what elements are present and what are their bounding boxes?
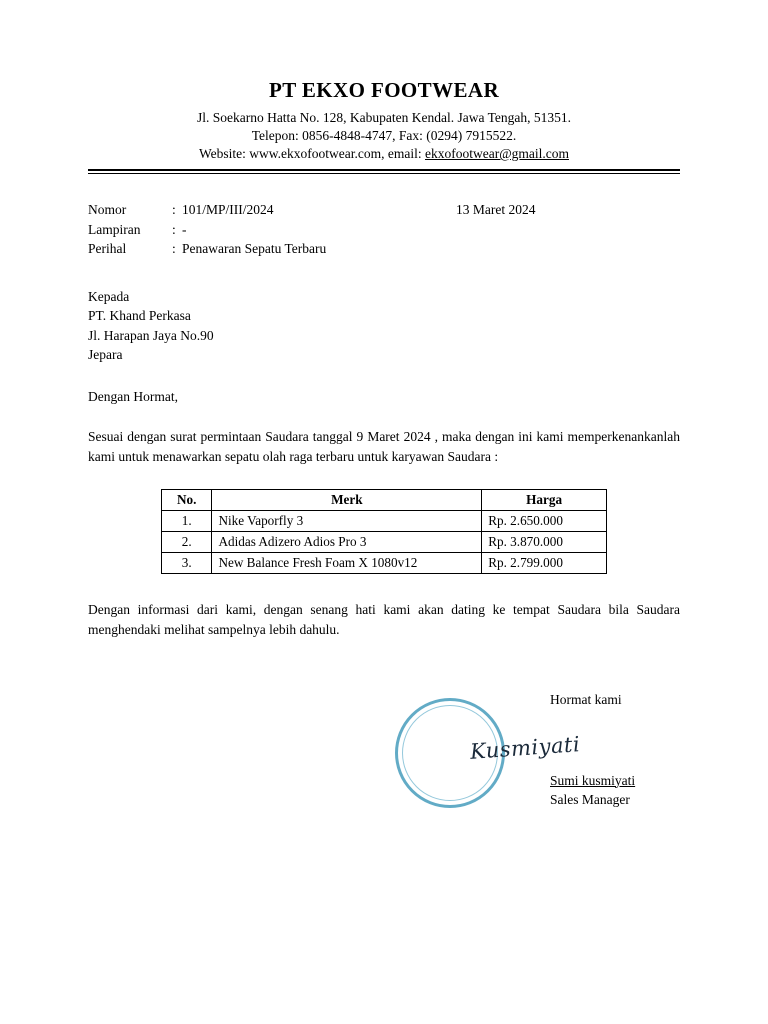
- table-row: [162, 531, 607, 552]
- meta-row-lampiran: [88, 220, 680, 240]
- letter-date: 13 Maret 2024: [456, 202, 536, 217]
- perihal-value: Penawaran Sepatu Terbaru: [182, 241, 327, 256]
- paragraph-one: Sesuai dengan surat permintaan Saudara tanggal 9 Maret 2024 , maka dengan ini kami memperkenankanlah kami untuk menawarkan sepatu olah raga terbaru untuk karyawan Saudara :: [88, 428, 680, 464]
- cell-merk: Nike Vaporfly 3: [212, 510, 482, 531]
- salutation: Dengan Hormat,: [88, 388, 178, 404]
- recipient-street: Jl. Harapan Jaya No.90: [88, 327, 214, 343]
- nomor-value: 101/MP/III/2024: [182, 202, 274, 217]
- table-row: [162, 510, 607, 531]
- email-link[interactable]: ekxofootwear@gmail.com: [424, 146, 569, 161]
- table-header-row: [162, 489, 607, 510]
- header-divider: [88, 169, 680, 174]
- signer-title: Sales Manager: [550, 791, 630, 807]
- cell-no: 2.: [162, 531, 212, 552]
- hormat-kami-label: Hormat kami: [550, 691, 622, 707]
- letterhead: [88, 78, 680, 174]
- header-harga: Harga: [482, 489, 607, 510]
- divider-thin: [88, 173, 680, 174]
- divider-thick: [88, 169, 680, 171]
- lampiran-label: Lampiran: [88, 221, 141, 237]
- company-address: Jl. Soekarno Hatta No. 128, Kabupaten Kendal. Jawa Tengah, 51351.: [196, 110, 572, 125]
- meta-row-perihal: [88, 239, 680, 259]
- cell-harga: Rp. 2.799.000: [482, 552, 607, 573]
- company-website-email: [88, 145, 680, 163]
- perihal-colon: :: [172, 241, 176, 256]
- signer-name: Sumi kusmiyati: [550, 772, 636, 788]
- cell-no: 1.: [162, 510, 212, 531]
- recipient-block: [88, 287, 680, 365]
- letter-body: [88, 78, 680, 830]
- recipient-company: PT. Khand Perkasa: [88, 308, 191, 323]
- letter-meta: [88, 200, 680, 259]
- paragraph-two: Dengan informasi dari kami, dengan senang hati kami akan dating ke tempat Saudara bila Saudara menghendaki melihat sampelnya lebih dahulu.: [88, 601, 680, 637]
- company-name: PT EKXO FOOTWEAR: [268, 78, 500, 102]
- nomor-colon: :: [172, 202, 176, 217]
- recipient-city: Jepara: [88, 347, 123, 362]
- handwritten-signature: Kusmiyati: [469, 731, 581, 764]
- cell-merk: Adidas Adizero Adios Pro 3: [212, 531, 482, 552]
- cell-harga: Rp. 2.650.000: [482, 510, 607, 531]
- perihal-label: Perihal: [88, 241, 127, 256]
- cell-harga: Rp. 3.870.000: [482, 531, 607, 552]
- lampiran-value: -: [182, 221, 187, 237]
- cell-no: 3.: [162, 552, 212, 573]
- table-row: [162, 552, 607, 573]
- nomor-label: Nomor: [88, 202, 127, 217]
- cell-merk: New Balance Fresh Foam X 1080v12: [212, 552, 482, 573]
- recipient-line-1: Kepada: [88, 288, 130, 304]
- lampiran-colon: :: [172, 221, 176, 237]
- website-text: Website: www.ekxofootwear.com, email:: [199, 146, 425, 161]
- closing-block: [88, 690, 680, 830]
- signature-block: [460, 690, 680, 809]
- company-phone: Telepon: 0856-4848-4747, Fax: (0294) 7915522.: [251, 128, 517, 143]
- meta-row-nomor: [88, 200, 680, 220]
- header-merk: Merk: [212, 489, 482, 510]
- header-no: No.: [162, 489, 212, 510]
- offer-table: [161, 489, 607, 574]
